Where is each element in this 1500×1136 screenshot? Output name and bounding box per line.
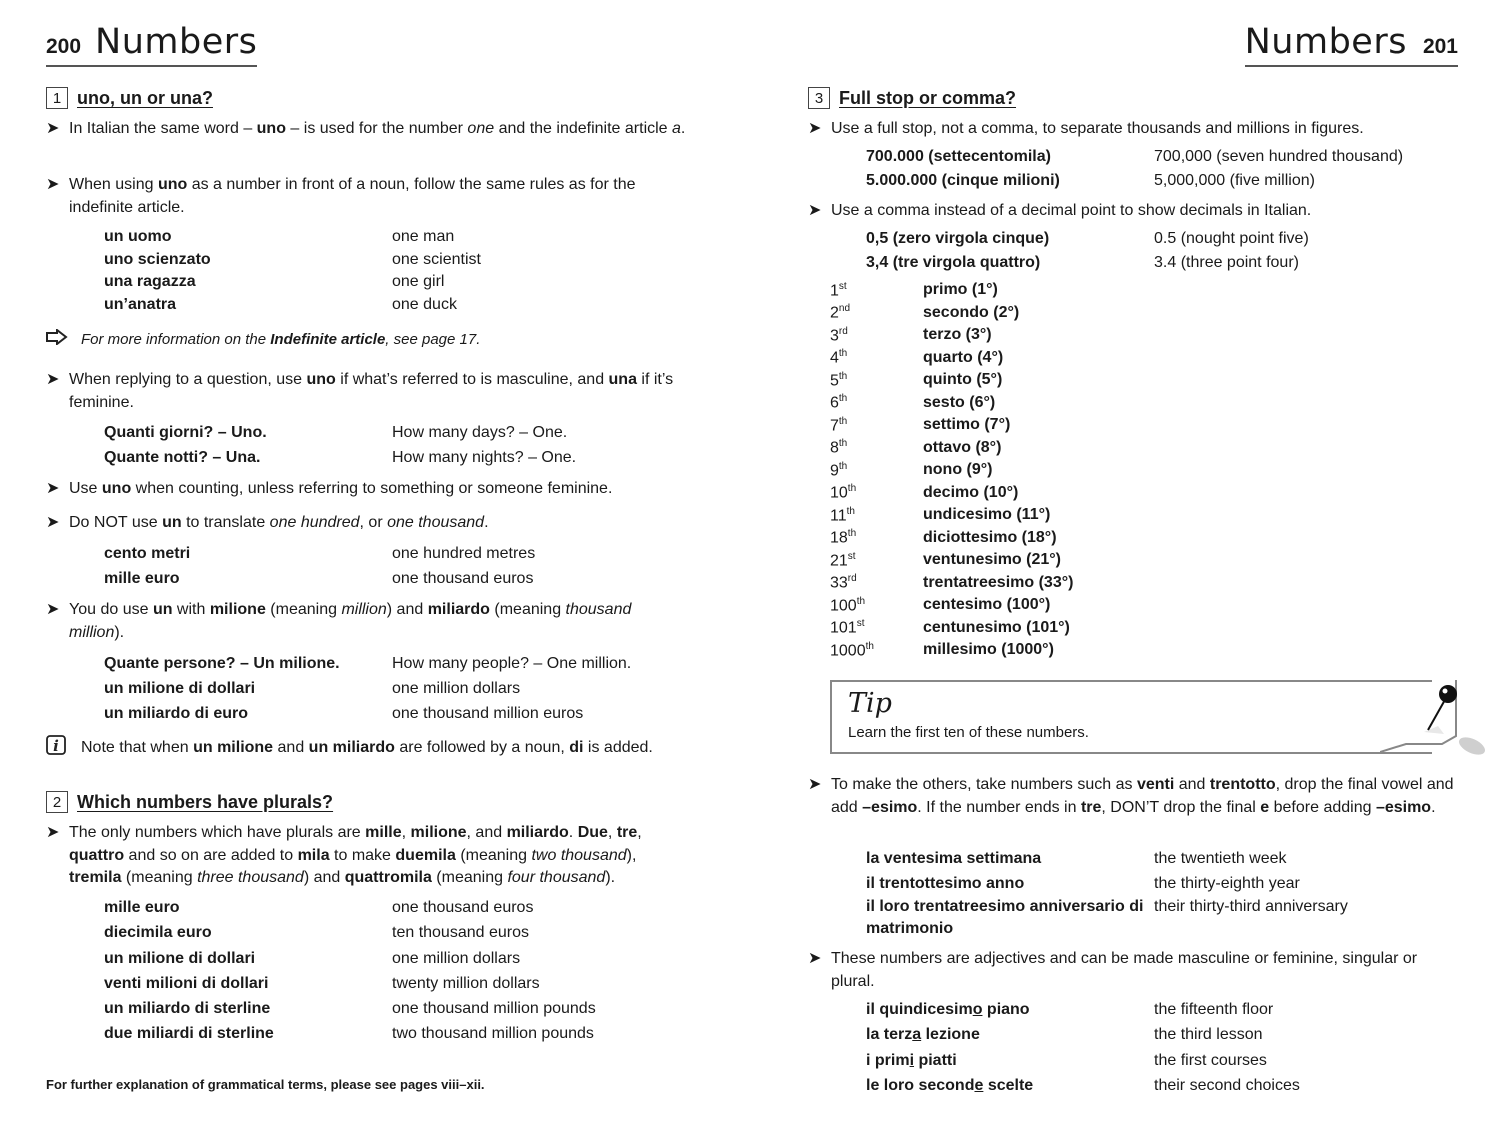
bullet-arrow-icon: ➤ [46,601,60,618]
section-number: 3 [808,87,830,109]
example-table [46,226,686,316]
bullet-arrow-icon: ➤ [808,120,822,137]
example-table [808,846,1458,940]
bullet-point: ➤ When replying to a question, use uno if what’s referred to is masculine, and una if it’s feminine. [46,369,686,414]
example-row: due miliardi di sterline two thousand million pounds [104,1025,594,1043]
ordinal-word: decimo (10°) [923,483,1019,501]
ordinal-row [808,279,1458,302]
example-row: la ventesima settimana the twentieth week [866,850,1287,867]
section-number: 2 [46,791,68,813]
bullet-point: ➤ Use a comma instead of a decimal point to show decimals in Italian. [808,200,1458,223]
ordinal-number: 6th [830,393,848,412]
example-row: un milione di dollari one million dollars [104,680,521,697]
bullet-point: ➤ You do use un with milione (meaning million) and miliardo (meaning thousand million). [46,599,686,644]
section-1-heading [46,87,686,109]
info-note: i Note that when un milione and un miliardo are followed by a noun, di is added. [46,735,686,760]
example-row: una ragazza one girl [104,273,445,290]
ordinal-word: terzo (3°) [923,326,992,344]
footer-note: For further explanation of grammatical terms, please see pages viii–xii. [46,1077,485,1092]
ordinal-number: 101st [830,618,865,637]
ordinal-row [808,414,1458,437]
bullet-arrow-icon: ➤ [46,514,60,531]
bullet-point: ➤ Use uno when counting, unless referring to something or someone feminine. [46,478,686,501]
example-row: uno scienzato one scientist [104,250,481,268]
ordinal-row [808,617,1458,640]
bullet-point: ➤ To make the others, take numbers such as venti and trentotto, drop the final vowel and add –esimo. If the number ends in tre, DON’T drop the final e before adding –esimo. [808,774,1458,819]
example-row: il trentottesimo anno the thirty-eighth year [866,875,1300,892]
example-row: cento metri one hundred metres [104,545,536,562]
example-row: 3,4 (tre virgola quattro) 3.4 (three point four) [866,253,1299,271]
ordinals-table [808,279,1458,662]
ordinal-number: 100th [830,595,866,614]
ordinal-word: trentatreesimo (33°) [923,573,1074,591]
example-row: un miliardo di euro one thousand million euros [104,705,584,722]
bullet-arrow-icon: ➤ [808,950,822,967]
example-row: il quindicesimo piano the fifteenth floor [866,1001,1274,1018]
ordinal-word: millesimo (1000°) [923,641,1054,659]
bullet-point: ➤ These numbers are adjectives and can be made masculine or feminine, singular or plural. [808,948,1458,993]
page-number: 200 [46,35,82,58]
section-3-heading [808,87,1458,109]
bullet-arrow-icon: ➤ [46,480,60,497]
running-head-left [46,22,257,67]
bullet-arrow-icon: ➤ [46,176,60,193]
example-row: 700.000 (settecentomila) 700,000 (seven hundred thousand) [866,148,1404,165]
ordinal-word: quarto (4°) [923,348,1004,366]
ordinal-row [808,459,1458,482]
bullet-arrow-icon: ➤ [46,371,60,388]
example-row: un milione di dollari one million dollars [104,949,521,967]
example-row: i primi piatti the first courses [866,1051,1267,1069]
ordinal-word: quinto (5°) [923,371,1003,389]
ordinal-number: 21st [830,550,856,569]
ordinal-word: settimo (7°) [923,416,1011,434]
tip-title: Tip [848,688,892,719]
right-page [808,0,1458,1136]
example-table [46,420,686,470]
section-title: Full stop or comma? [839,87,1017,108]
section-title: Which numbers have plurals? [77,791,334,812]
ordinal-row [808,302,1458,325]
ordinal-word: diciottesimo (18°) [923,528,1057,546]
example-table [46,895,686,1047]
example-row: un uomo one man [104,228,455,245]
ordinal-number: 1st [830,280,847,299]
ordinal-row [808,482,1458,505]
bullet-point: ➤ In Italian the same word – uno – is used for the number one and the indefinite article a. [46,118,686,141]
ordinal-number: 2nd [830,303,851,322]
page-number: 201 [1422,35,1458,58]
ordinal-row [808,324,1458,347]
ordinal-number: 8th [830,438,848,457]
bullet-point: ➤ Do NOT use un to translate one hundred, or one thousand. [46,512,686,535]
section-title: uno, un or una? [77,87,213,108]
ordinal-row [808,527,1458,550]
bullet-point: ➤ Use a full stop, not a comma, to separate thousands and millions in figures. [808,118,1458,141]
bullet-arrow-icon: ➤ [46,120,60,137]
section-2-heading [46,791,686,813]
ordinal-number: 11th [830,505,855,524]
bullet-point: ➤ When using uno as a number in front of a noun, follow the same rules as for the indefinite article. [46,174,686,219]
ordinal-word: nono (9°) [923,461,993,479]
cross-reference: For more information on the Indefinite article, see page 17. [46,329,686,349]
ordinal-row [808,549,1458,572]
ordinal-row [808,594,1458,617]
ordinal-number: 10th [830,483,857,502]
ordinal-row [808,392,1458,415]
example-row: un’anatra one duck [104,295,457,313]
pushpin-icon [1380,680,1490,760]
ordinal-row [808,369,1458,392]
page-title: Numbers [95,22,258,62]
left-page [46,0,686,1136]
example-table [808,145,1458,192]
example-row: Quante notti? – Una. How many nights? – One. [104,449,577,466]
example-row: Quanti giorni? – Uno. How many days? – One. [104,424,568,441]
example-row: la terza lezione the third lesson [866,1026,1263,1044]
ordinal-number: 5th [830,370,848,389]
bullet-arrow-icon: ➤ [808,202,822,219]
pointing-arrow-icon [46,329,81,349]
example-row: mille euro one thousand euros [104,899,534,916]
ordinal-word: centesimo (100°) [923,596,1051,614]
ordinal-word: ottavo (8°) [923,438,1002,456]
ordinal-row [808,572,1458,595]
ordinal-number: 18th [830,528,857,547]
example-row: mille euro one thousand euros [104,570,534,587]
bullet-arrow-icon: ➤ [46,824,60,841]
example-table [808,227,1458,274]
ordinal-row [808,504,1458,527]
example-row: venti milioni di dollari twenty million dollars [104,974,540,992]
example-row: diecimila euro ten thousand euros [104,924,529,942]
bullet-arrow-icon: ➤ [808,776,822,793]
ordinal-word: ventunesimo (21°) [923,551,1061,569]
section-number: 1 [46,87,68,109]
ordinal-number: 4th [830,348,848,367]
example-row: 0,5 (zero virgola cinque) 0.5 (nought point five) [866,230,1309,247]
tip-box [830,680,1432,754]
example-row: il loro trentatreesimo anniversario di matrimonio their thirty-third anniversary [866,898,1348,937]
ordinal-word: sesto (6°) [923,393,996,411]
ordinal-row [808,347,1458,370]
ordinal-number: 1000th [830,640,874,659]
ordinal-number: 9th [830,460,848,479]
ordinal-word: centunesimo (101°) [923,618,1070,636]
ordinal-number: 7th [830,415,848,434]
ordinal-word: primo (1°) [923,281,998,299]
tip-text: Learn the first ten of these numbers. [848,724,1089,741]
bullet-point: ➤ The only numbers which have plurals are mille, milione, and miliardo. Due, tre, quattro and so on are added to mila to make duemila (meaning two thousand), tremila (meaning three thousand) and quattromila (meaning four thousand). [46,822,686,890]
example-table [46,541,686,591]
example-table [808,997,1458,1098]
example-row: le loro seconde scelte their second choices [866,1076,1300,1094]
ordinal-number: 3rd [830,325,848,344]
ordinal-word: undicesimo (11°) [923,506,1051,524]
example-row: Quante persone? – Un milione. How many people? – One million. [104,655,632,672]
ordinal-row [808,639,1458,662]
running-head-right [1245,22,1458,67]
info-icon [46,735,81,760]
ordinal-row [808,437,1458,460]
ordinal-number: 33rd [830,573,857,592]
page-title: Numbers [1244,22,1407,62]
ordinal-word: secondo (2°) [923,303,1020,321]
example-row: un miliardo di sterline one thousand million pounds [104,1000,596,1018]
example-row: 5.000.000 (cinque milioni) 5,000,000 (five million) [866,171,1315,189]
svg-text:i: i [53,737,59,755]
example-table [46,651,686,726]
